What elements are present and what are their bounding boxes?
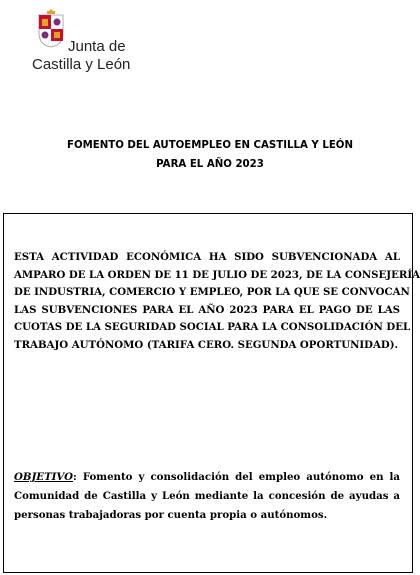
notice-line: TRABAJO AUTÓNOMO (TARIFA CERO. SEGUNDA OPORTUNIDAD).: [14, 338, 399, 351]
title-line: PARA EL AÑO 2023: [156, 159, 264, 170]
junta-logo: [30, 8, 140, 73]
notice-line: CUOTAS DE LA SEGURIDAD SOCIAL PARA LA CONSOLIDACIÓN DEL: [14, 321, 411, 333]
objective-section: [14, 468, 400, 525]
subsidy-notice: [14, 249, 420, 354]
objective-label: OBJETIVO: [14, 471, 74, 483]
objective-line: personas trabajadoras por cuenta propia o autónomos.: [14, 509, 328, 521]
notice-line: DE INDUSTRIA, COMERCIO Y EMPLEO, POR LA QUE SE CONVOCAN: [14, 286, 410, 298]
logo-text-junta: Junta de: [68, 38, 126, 55]
notice-line: ESTA ACTIVIDAD ECONÓMICA HA SIDO SUBVENCIONADA AL: [14, 251, 400, 263]
objective-line: [14, 468, 400, 487]
logo-text-region: Castilla y León: [32, 56, 131, 73]
notice-line: LAS SUBVENCIONES PARA EL AÑO 2023 PARA EL PAGO DE LAS: [14, 303, 400, 316]
coat-of-arms-icon: [38, 8, 64, 48]
notice-line: AMPARO DE LA ORDEN DE 11 DE JULIO DE 2023, DE LA CONSEJERÍA: [14, 268, 420, 281]
title-line: FOMENTO DEL AUTOEMPLEO EN CASTILLA Y LEÓN: [67, 140, 353, 151]
objective-text: : Fomento y consolidación del empleo autónomo en la: [73, 471, 400, 483]
objective-line: Comunidad de Castilla y León mediante la concesión de ayudas a: [14, 490, 400, 502]
document-title: [20, 136, 400, 174]
